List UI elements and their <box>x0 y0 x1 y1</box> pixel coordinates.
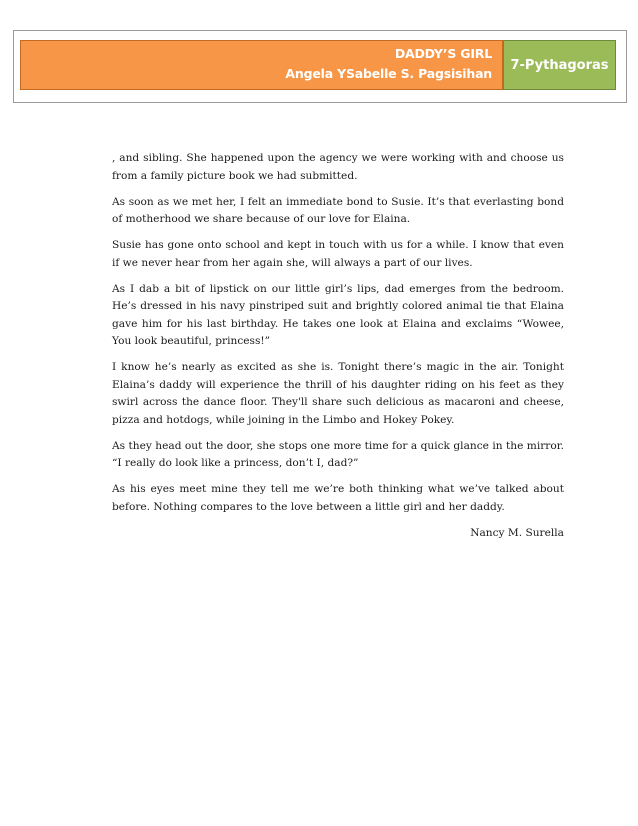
paragraph: Susie has gone onto school and kept in touch with us for a while. I know that even if we never hear from her again she, will always a part of our lives. <box>112 239 564 269</box>
paragraph: As I dab a bit of lipstick on our little girl’s lips, dad emerges from the bedroom. He’s dressed in his navy pinstriped suit and brightly colored animal tie that Elaina gave him for his last birthday. He takes one look at Elaina and exclaims “Wowee, You look beautiful, princess!” <box>112 282 564 347</box>
paragraph: I know he’s nearly as excited as she is. Tonight there’s magic in the air. Tonight Elaina’s daddy will experience the thrill of his daughter riding on his feet as they swirl across the dance floor. They'll share such delicious as macaroni and cheese, pizza and hotdogs, while joining in the Limbo and Hokey Pokey. <box>112 361 564 426</box>
paragraph: , and sibling. She happened upon the agency we were working with and choose us from a family picture book we had submitted. <box>112 152 564 182</box>
section-tab <box>503 40 616 90</box>
paragraph: As soon as we met her, I felt an immediate bond to Susie. It’s that everlasting bond of motherhood we share because of our love for Elaina. <box>112 195 564 225</box>
author-name: Angela YSabelle S. Pagsisihan <box>285 66 492 81</box>
paragraph: As they head out the door, she stops one more time for a quick glance in the mirror. “I really do look like a princess, don’t I, dad?” <box>112 439 564 469</box>
story-title: DADDY’S GIRL <box>394 46 492 61</box>
paragraph: As his eyes meet mine they tell me we’re both thinking what we’ve talked about before. Nothing compares to the love between a little girl and her daddy. <box>112 483 564 513</box>
story-body <box>112 150 564 551</box>
author-signature: Nancy M. Surella <box>470 526 564 539</box>
section-label: 7-Pythagoras <box>510 57 609 73</box>
header-banner <box>20 40 503 90</box>
